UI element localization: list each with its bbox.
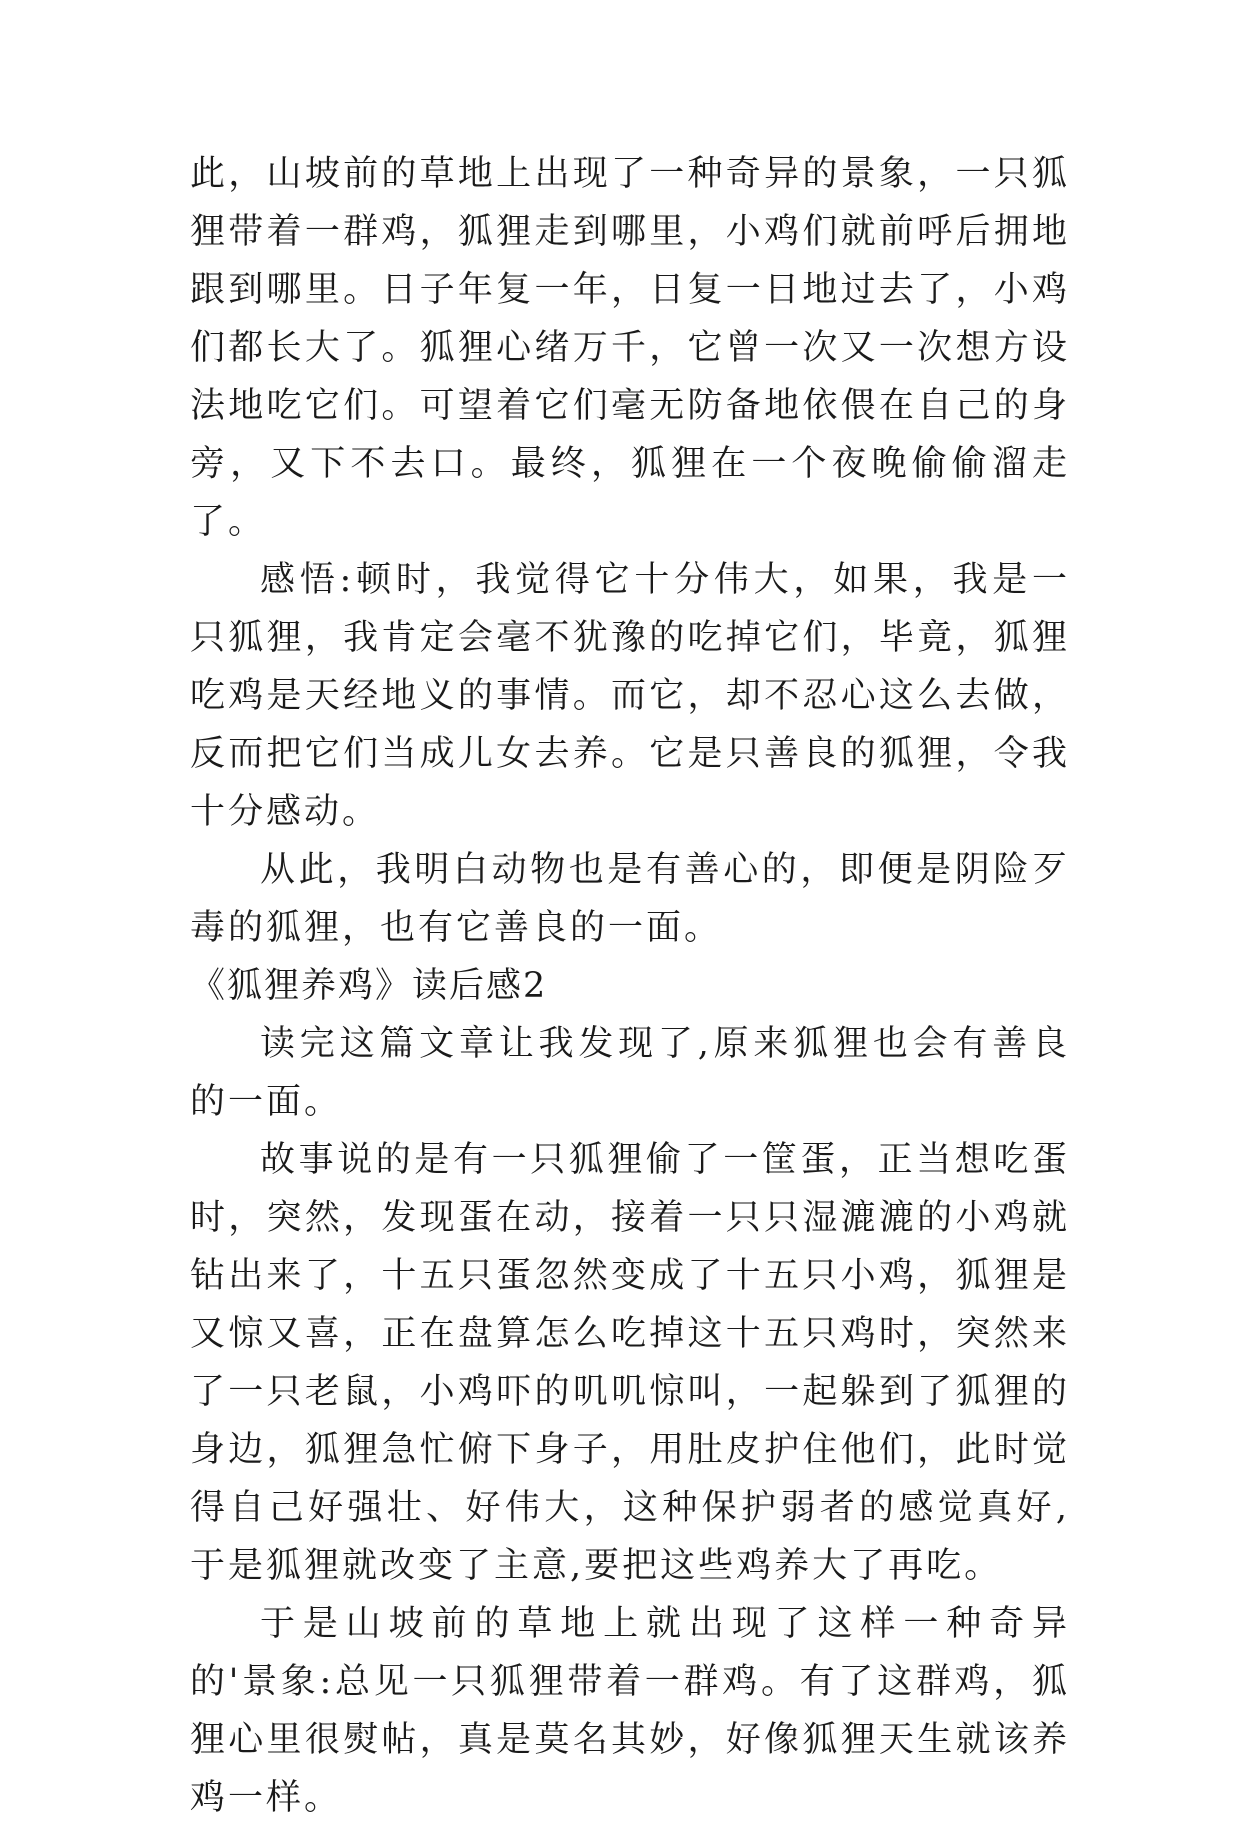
paragraph-4: 读完这篇文章让我发现了,原来狐狸也会有善良的一面。 (190, 1024, 1070, 1122)
paragraph-3: 从此，我明白动物也是有善心的，即便是阴险歹毒的狐狸，也有它善良的一面。 (190, 850, 1070, 948)
section-heading: 《狐狸养鸡》读后感2 (190, 966, 548, 1006)
document-body (190, 145, 1070, 1827)
paragraph-1: 此，山坡前的草地上出现了一种奇异的景象，一只狐狸带着一群鸡，狐狸走到哪里，小鸡们就前呼后拥地跟到哪里。日子年复一年，日复一日地过去了，小鸡们都长大了。狐狸心绪万千，它曾一次又一次想方设法地吃它们。可望着它们毫无防备地依偎在自己的身旁，又下不去口。最终，狐狸在一个夜晚偷偷溜走了。 (190, 154, 1070, 542)
paragraph-2: 感悟:顿时，我觉得它十分伟大，如果，我是一只狐狸，我肯定会毫不犹豫的吃掉它们，毕竟，狐狸吃鸡是天经地义的事情。而它，却不忍心这么去做，反而把它们当成儿女去养。它是只善良的狐狸，令我十分感动。 (190, 560, 1070, 832)
paragraph-6: 于是山坡前的草地上就出现了这样一种奇异的'景象:总见一只狐狸带着一群鸡。有了这群鸡，狐狸心里很熨帖，真是莫名其妙，好像狐狸天生就该养鸡一样。 (190, 1604, 1070, 1818)
paragraph-5: 故事说的是有一只狐狸偷了一筐蛋，正当想吃蛋时，突然，发现蛋在动，接着一只只湿漉漉的小鸡就钻出来了，十五只蛋忽然变成了十五只小鸡，狐狸是又惊又喜，正在盘算怎么吃掉这十五只鸡时，突然来了一只老鼠，小鸡吓的叽叽惊叫，一起躲到了狐狸的身边，狐狸急忙俯下身子，用肚皮护住他们，此时觉得自己好强壮、好伟大，这种保护弱者的感觉真好,于是狐狸就改变了主意,要把这些鸡养大了再吃。 (190, 1140, 1070, 1586)
